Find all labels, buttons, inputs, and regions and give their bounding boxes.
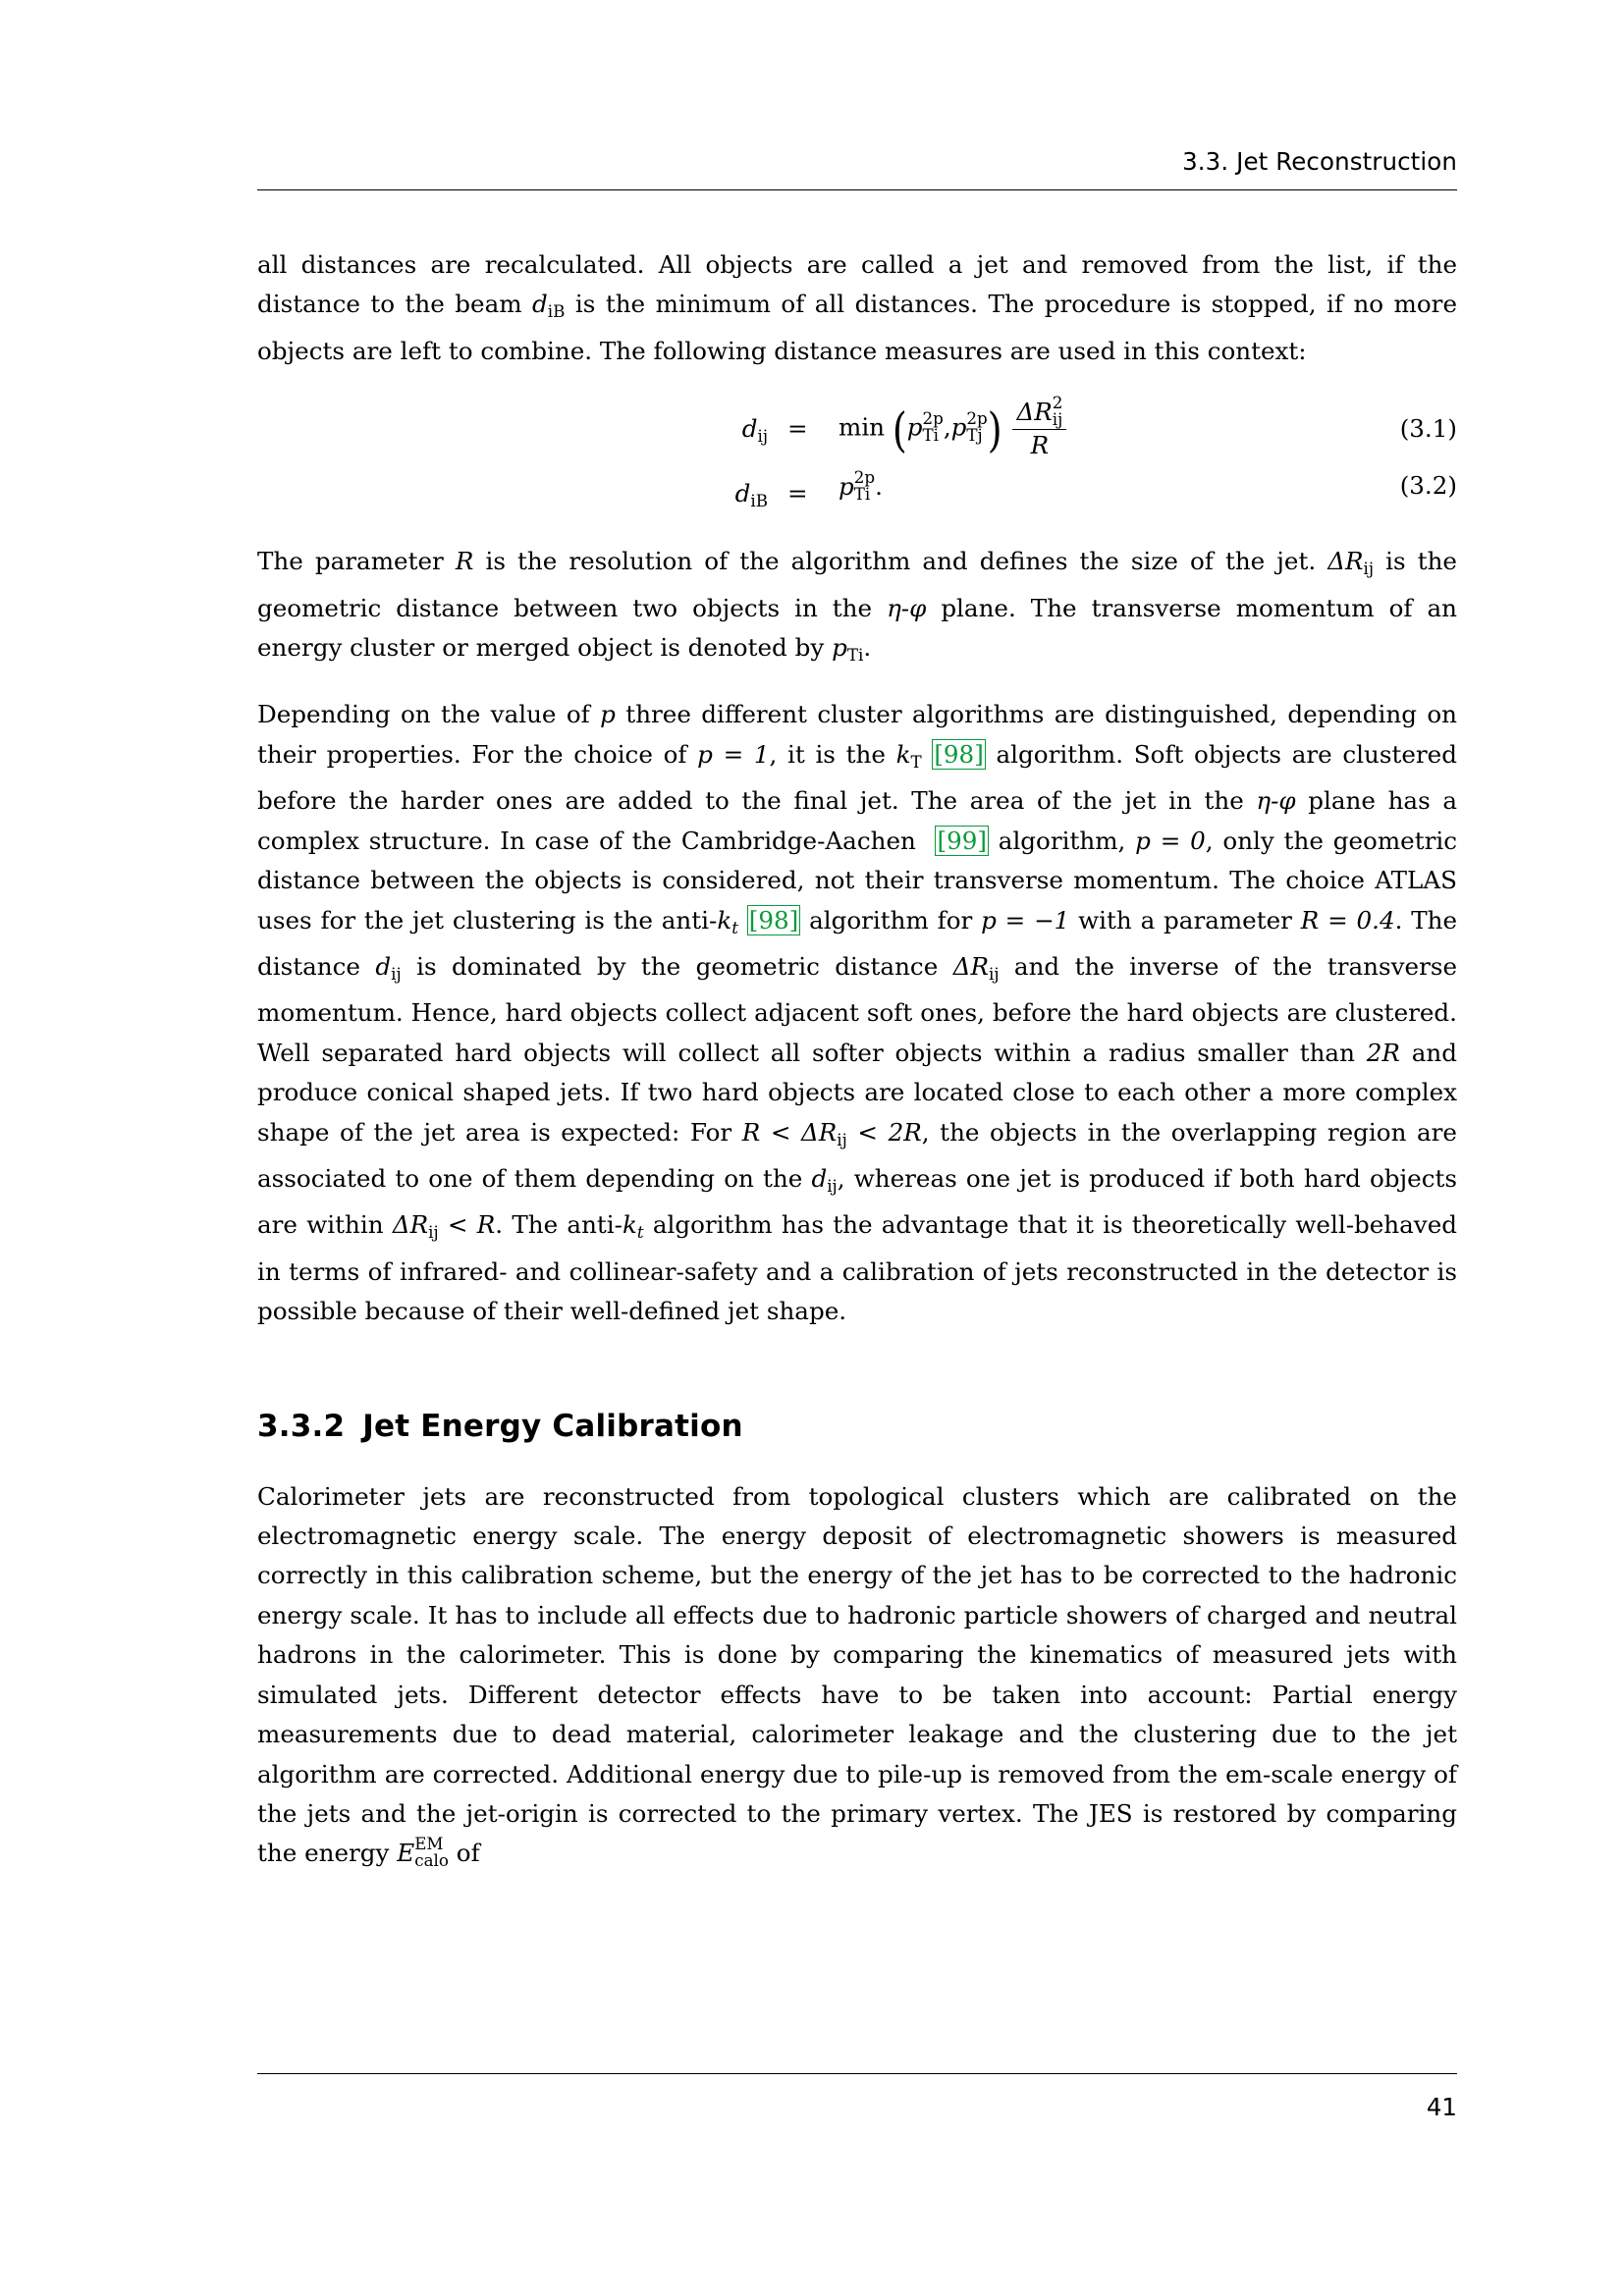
math-kt-2: $k_t$ xyxy=(622,1210,644,1243)
equation-3-1-rhs: min (p 2p Ti ,p 2p Tj ) ΔR 2 ij R xyxy=(839,397,1069,461)
running-header: 3.3. Jet Reconstruction xyxy=(1182,147,1457,176)
paragraph-parameter-R: The parameter R is the resolution of the algorithm and defines the size of the jet. $\Delta R_{ij}$ is the geometric distance between two objects in the η-φ plane. The transverse momentum of an energy cluster or merged object is denoted by $p_{Ti}$. xyxy=(257,547,1457,666)
section-heading xyxy=(257,1409,1457,1444)
math-eta-phi-2: η-φ xyxy=(1256,786,1296,816)
paragraph-jet-energy-calibration: Calorimeter jets are reconstructed from topological clusters which are calibrated on the electromagnetic energy scale. The energy deposit of electromagnetic showers is measured correctly in this calibration scheme, but the energy of the jet has to be corrected to the hadronic energy scale. It has to include all effects due to hadronic particle showers of charged and neutral hadrons in the calorimeter. This is done by comparing the kinematics of measured jets with simulated jets. Different detector effects have to be taken into account: Partial energy measurements due to dead material, calorimeter leakage and the clustering due to the jet algorithm are corrected. Additional energy due to pile-up is removed from the em-scale energy of the jets and the jet-origin is corrected to the primary vertex. The JES is restored by comparing the energy E EM calo of xyxy=(257,1481,1457,1871)
paragraph-intro: all distances are recalculated. All objects are called a jet and removed from the list, if the distance to the beam $d_{iB}$ is the minimum of all distances. The procedure is stopped, if no more objects are left to combine. The following distance measures are used in this context: xyxy=(257,250,1457,365)
math-R-equals-04: R = 0.4 xyxy=(1300,905,1395,934)
equation-3-2-rhs: p 2p Ti . xyxy=(839,467,883,505)
equation-3-1-number: (3.1) xyxy=(1399,414,1457,444)
equation-3-1-equals: = xyxy=(787,414,808,444)
page-number: 41 xyxy=(1426,2093,1457,2121)
equation-block xyxy=(257,393,1457,512)
equation-3-1-lhs: $d_{ij}$ xyxy=(741,414,768,447)
E-sub-sup: EM calo xyxy=(414,1834,449,1871)
section-number: 3.3.2 xyxy=(257,1408,346,1444)
equation-3-2-number: (3.2) xyxy=(1399,471,1457,501)
section-title: Jet Energy Calibration xyxy=(362,1408,743,1444)
math-2R: 2R xyxy=(1366,1038,1400,1067)
math-deltaR-ij-2: $\Delta R_{ij}$ xyxy=(952,951,1000,984)
footer-rule xyxy=(257,2073,1457,2074)
math-d-iB: $d_{iB}$ xyxy=(532,290,566,322)
deltaR-ij-squared: 2 ij xyxy=(1052,393,1063,430)
equation-3-2-lhs: $d_{iB}$ xyxy=(734,479,768,511)
paragraph-cluster-algorithms: Depending on the value of p three different cluster algorithms are distinguished, depending on their properties. For the choice of p = 1, it is the $k_T$ [98] algorithm. Soft objects are clustered before the harder ones are added to the final jet. The area of the jet in the η-φ plane has a complex structure. In case of the Cambridge-Aachen [99] algorithm, p = 0, only the geometric distance between the objects is considered, not their transverse momentum. The choice ATLAS uses for the jet clustering is the anti-$k_t$ [98] algorithm for p = −1 with a parameter R = 0.4. The distance $d_{ij}$ is dominated by the geometric distance $\Delta R_{ij}$ and the inverse of the transverse momentum. Hence, hard objects collect adjacent soft ones, before the hard objects are clustered. Well separated hard objects will collect all softer objects within a radius smaller than 2R and produce conical shaped jets. If two hard objects are located close to each other a more complex shape of the jet area is expected: For $R < \Delta R_{ij} < 2R$, the objects in the overlapping region are associated to one of them depending on the $d_{ij}$, whereas one jet is produced if both hard objects are within $\Delta R_{ij} < R$. The anti-$k_t$ algorithm has the advantage that it is theoretically well-behaved in terms of infrared- and collinear-safety and a calibration of jets reconstructed in the detector is possible because of their well-defined jet shape. xyxy=(257,700,1458,1326)
math-deltaR-ij: $\Delta R_{ij}$ xyxy=(1327,547,1375,579)
p-Ti-2p-b: 2p Ti xyxy=(853,467,876,505)
equation-3-2-equals: = xyxy=(787,479,808,508)
math-p-equals-1: p = 1 xyxy=(697,739,770,769)
math-R-lt-deltaR-lt-2R: $R < \Delta R_{ij} < 2R$ xyxy=(741,1117,922,1149)
math-kT: $k_T$ xyxy=(895,739,922,772)
math-E-calo-EM: E EM calo xyxy=(397,1834,449,1871)
math-p-equals-minus-1: p = −1 xyxy=(981,905,1070,934)
fraction-deltaR-over-R xyxy=(1012,395,1066,459)
citation-99[interactable]: [99] xyxy=(937,826,987,855)
page-body xyxy=(257,245,1457,1895)
math-p: p xyxy=(600,700,616,729)
math-kt: $k_t$ xyxy=(717,905,738,937)
math-d-ij: $d_{ij}$ xyxy=(375,951,402,984)
p-Ti-2p: 2p Ti xyxy=(922,407,944,445)
fraction-numerator: ΔR 2 ij xyxy=(1012,395,1066,430)
math-p-equals-0: p = 0 xyxy=(1135,826,1206,855)
math-p-Ti: $p_{Ti}$ xyxy=(832,633,864,666)
math-R: R xyxy=(455,547,474,576)
equation-3-1 xyxy=(257,393,1457,461)
fraction-denominator: R xyxy=(1030,431,1050,460)
p-Tj-2p: 2p Tj xyxy=(966,407,988,445)
math-d-ij-2: $d_{ij}$ xyxy=(811,1164,838,1197)
math-deltaR-lt-R: $\Delta R_{ij} < R$ xyxy=(392,1210,496,1243)
header-rule xyxy=(257,189,1457,190)
citation-98-first[interactable]: [98] xyxy=(934,739,984,769)
equation-3-2 xyxy=(257,461,1457,512)
citation-98-second[interactable]: [98] xyxy=(748,905,799,934)
left-paren: ( xyxy=(892,402,907,457)
right-paren: ) xyxy=(987,402,1002,457)
math-eta-phi: η-φ xyxy=(887,593,927,622)
